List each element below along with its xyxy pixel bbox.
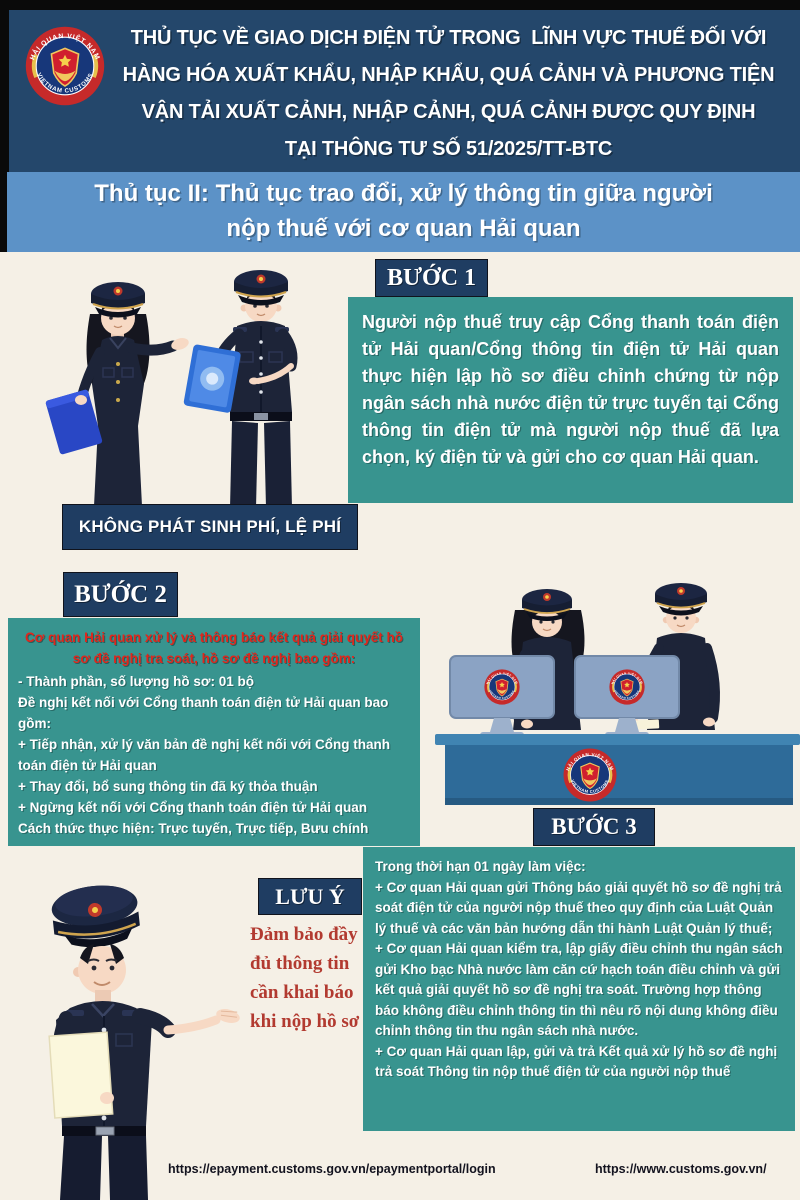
step3-line: + Cơ quan Hải quan gửi Thông báo giải quyết hồ sơ đề nghị trả soát điện tử của người nộp thuế theo quy định của Luật Quản lý thuế và các văn bản hướng dẫn thi hành Luật Quản lý thuế;: [375, 879, 782, 936]
step3-box: [363, 847, 795, 1131]
step1-body-text: Người nộp thuế truy cập Cổng thanh toán điện tử Hải quan/Cổng thông tin điện tử Hải quan thực hiện lập hồ sơ điều chỉnh chứng từ nộp ngân sách nhà nước điện tử trực tuyến tại Cổng thông tin điện tử mà người nộp thuế đã lựa chọn, ký điện tử và gửi cho cơ quan Hải quan.: [362, 312, 779, 467]
male-cap-icon: [234, 270, 288, 306]
step2-line: - Thành phần, số lượng hồ sơ: 01 bộ: [18, 674, 254, 689]
step1-label: BƯỚC 1: [375, 259, 488, 297]
male-officer: [183, 270, 292, 508]
scene-officer-document: [0, 858, 250, 1200]
subheader-band: [0, 172, 800, 252]
step2-line: + Ngừng kết nối với Cổng thanh toán điện tử Hải quan: [18, 800, 368, 815]
officer-document-illustration: [0, 858, 250, 1200]
note-label: LƯU Ý: [258, 878, 362, 915]
customs-logo-emblem: [25, 26, 105, 106]
customs-logo-icon: [25, 26, 105, 106]
document-officer: [49, 882, 241, 1200]
header-title: [105, 20, 792, 168]
footer-url-customs: https://www.customs.gov.vn/: [595, 1162, 767, 1176]
female-cap-icon: [91, 282, 145, 318]
step2-heading: Cơ quan Hải quan xử lý và thông báo kết quả giải quyết hồ sơ đề nghị tra soát, hồ sơ đề nghị bao gồm:: [25, 630, 403, 666]
step3-line: Trong thời hạn 01 ngày làm việc:: [375, 859, 586, 874]
officers-greeting-illustration: [18, 256, 353, 508]
step1-box: [348, 297, 793, 503]
header-title-line-1: THỦ TỤC VỀ GIAO DỊCH ĐIỆN TỬ TRONG LĨNH VỰC THUẾ ĐỐI VỚI: [130, 27, 767, 49]
subheader-line-2: nộp thuế với cơ quan Hải quan: [226, 215, 581, 242]
header-band: [0, 0, 800, 172]
note-text: Đảm bảo đầy đủ thông tin cần khai báo khi nộp hồ sơ: [250, 924, 360, 1032]
officer-cap-icon: [50, 882, 142, 952]
subheader-line-1: Thủ tục II: Thủ tục trao đổi, xử lý thông tin giữa người: [94, 180, 713, 207]
desk: [435, 734, 800, 805]
step3-line: + Cơ quan Hải quan lập, gửi và trả Kết quả xử lý hồ sơ đề nghị trả soát Thông tin nộp thuế điện tử của người nộp thuế: [375, 1043, 778, 1079]
scene-officers-desk: [435, 570, 800, 812]
header-title-line-2: HÀNG HÓA XUẤT KHẨU, NHẬP KHẨU, QUÁ CẢNH VÀ PHƯƠNG TIỆN: [122, 64, 775, 86]
document-icon: [49, 1032, 113, 1118]
step2-line: + Thay đổi, bổ sung thông tin đã ký thỏa thuận: [18, 779, 318, 794]
step2-line: + Tiếp nhận, xử lý văn bản đề nghị kết nối với Cổng thanh toán điện tử Hải quan: [18, 737, 391, 773]
step2-label: BƯỚC 2: [63, 572, 178, 617]
header-title-line-3: VẬN TẢI XUẤT CẢNH, NHẬP CẢNH, QUÁ CẢNH ĐƯỢC QUY ĐỊNH: [141, 101, 756, 123]
step2-line: Cách thức thực hiện: Trực tuyến, Trực tiếp, Bưu chính: [18, 821, 369, 836]
step2-line: Đề nghị kết nối với Cổng thanh toán điện tử Hải quan bao gồm:: [18, 695, 389, 731]
footer-url-epayment: https://epayment.customs.gov.vn/epaymentportal/login: [168, 1162, 496, 1176]
step3-label: BƯỚC 3: [533, 808, 655, 846]
header-title-line-4: TẠI THÔNG TƯ SỐ 51/2025/TT-BTC: [284, 138, 613, 160]
officers-desk-illustration: [435, 570, 800, 812]
scene-officers-greeting: [18, 256, 353, 508]
step2-box: [8, 618, 420, 846]
female-officer: [45, 282, 190, 506]
no-fee-badge: KHÔNG PHÁT SINH PHÍ, LỆ PHÍ: [62, 504, 358, 550]
step3-line: + Cơ quan Hải quan kiểm tra, lập giấy điều chỉnh thu ngân sách gửi Kho bạc Nhà nước làm căn cứ hạch toán điều chỉnh và gửi kết quả giải quyết hồ sơ đề nghị tra soát. Trường hợp thông báo không điều chỉnh thông tin thì nêu rõ nội dung không điều chỉnh thông tin thu ngân sách nhà nước.: [375, 941, 783, 1038]
